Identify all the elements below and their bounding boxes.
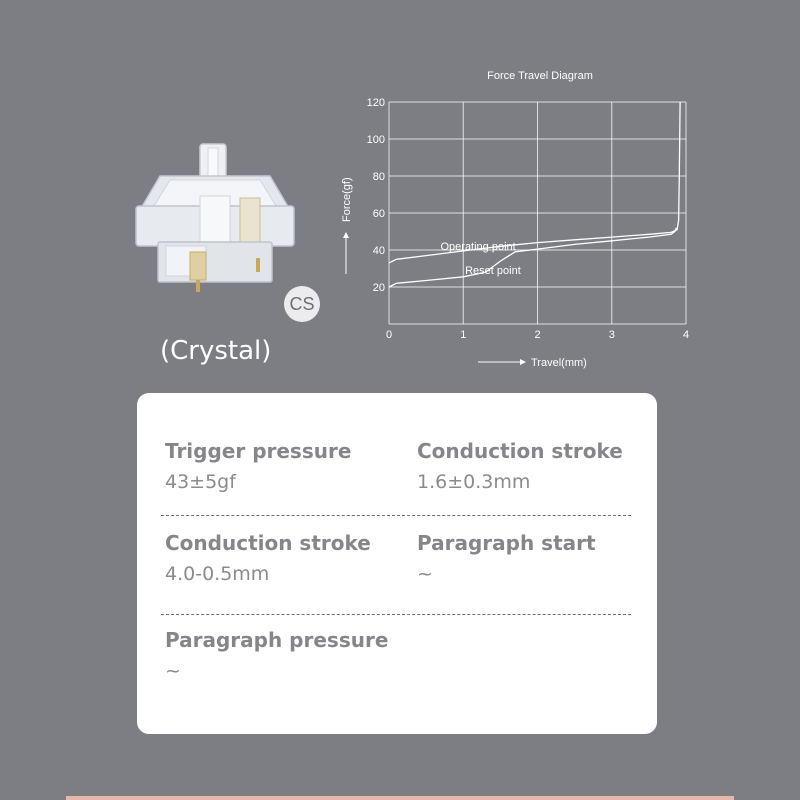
spec-trigger-pressure	[165, 439, 351, 493]
chart-series	[389, 102, 680, 287]
chart-ticks	[367, 97, 689, 341]
y-tick-label: 20	[372, 282, 385, 294]
switch-image	[130, 138, 300, 298]
spec-label: Trigger pressure	[165, 439, 352, 463]
spec-label: Paragraph start	[417, 531, 596, 555]
spec-value: 4.0-0.5mm	[165, 563, 270, 585]
x-tick-label: 4	[682, 329, 690, 341]
chart-annotations	[440, 241, 520, 277]
y-tick-label: 100	[366, 134, 385, 146]
spec-value: ~	[165, 660, 181, 682]
variant-badge-label: CS	[289, 293, 315, 314]
spec-card	[137, 393, 657, 734]
spec-value: 43±5gf	[165, 471, 236, 493]
spec-value: ~	[417, 563, 433, 585]
spec-label: Conduction stroke	[165, 531, 371, 555]
spec-conduction-stroke-2	[165, 531, 371, 585]
x-tick-label: 0	[385, 329, 393, 341]
spec-divider	[161, 614, 631, 615]
x-tick-label: 2	[534, 329, 541, 341]
force-travel-chart	[330, 60, 710, 380]
x-tick-label: 1	[460, 329, 467, 341]
y-tick-label: 80	[372, 171, 385, 183]
variant-name: (Crystal)	[160, 336, 272, 366]
x-axis-arrow-head	[520, 359, 526, 365]
bottom-accent-strip	[66, 796, 734, 800]
spec-divider	[161, 515, 631, 516]
chart-grid	[389, 102, 686, 324]
variant-badge	[284, 286, 320, 322]
spec-paragraph-start	[417, 531, 596, 585]
chart-title: Force Travel Diagram	[487, 70, 593, 82]
chart-annotation: Operating point	[440, 241, 516, 253]
chart-annotation: Reset point	[465, 265, 521, 278]
spec-value: 1.6±0.3mm	[417, 471, 531, 493]
x-tick-label: 3	[608, 329, 615, 341]
spec-label: Conduction stroke	[417, 439, 623, 463]
x-axis-label: Travel(mm)	[531, 357, 587, 369]
spec-paragraph-pressure	[165, 628, 388, 682]
y-tick-label: 40	[372, 245, 385, 257]
spec-label: Paragraph pressure	[165, 628, 389, 652]
spec-conduction-stroke-1	[417, 439, 623, 493]
y-axis-label: Force(gf)	[341, 177, 353, 222]
y-tick-label: 120	[366, 97, 385, 109]
y-tick-label: 60	[372, 208, 385, 220]
chart-svg	[330, 60, 710, 380]
series-line-2	[389, 228, 676, 287]
y-axis-arrow-head	[343, 232, 349, 238]
